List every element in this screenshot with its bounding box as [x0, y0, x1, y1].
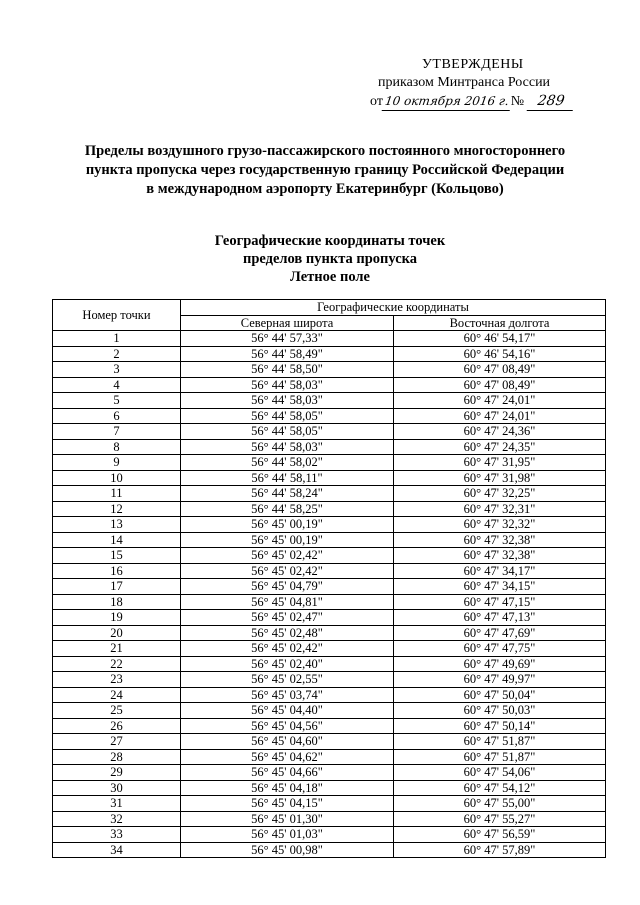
table-row: [53, 827, 606, 843]
table-row: [53, 424, 606, 440]
latitude-cell: 56° 44' 58,49": [181, 346, 394, 362]
longitude-cell: 60° 47' 32,38": [394, 548, 606, 564]
longitude-cell: 60° 47' 24,01": [394, 393, 606, 409]
table-row: [53, 408, 606, 424]
point-number-cell: 33: [53, 827, 181, 843]
longitude-cell: 60° 46' 54,17": [394, 331, 606, 347]
longitude-cell: 60° 47' 47,75": [394, 641, 606, 657]
point-number-cell: 2: [53, 346, 181, 362]
point-number-cell: 25: [53, 703, 181, 719]
point-number-cell: 20: [53, 625, 181, 641]
latitude-cell: 56° 45' 02,42": [181, 548, 394, 564]
header-point-number: Номер точки: [53, 300, 181, 331]
title-line-2: пункта пропуска через государственную границу Российской Федерации: [85, 162, 565, 178]
latitude-cell: 56° 45' 00,19": [181, 532, 394, 548]
table-row: [53, 641, 606, 657]
latitude-cell: 56° 45' 00,19": [181, 517, 394, 533]
table-row: [53, 532, 606, 548]
header-east-longitude: Восточная долгота: [394, 315, 606, 331]
table-body: [53, 331, 606, 858]
longitude-cell: 60° 47' 47,13": [394, 610, 606, 626]
point-number-cell: 13: [53, 517, 181, 533]
longitude-cell: 60° 47' 32,25": [394, 486, 606, 502]
longitude-cell: 60° 47' 24,35": [394, 439, 606, 455]
approval-order: приказом Минтранса России: [378, 75, 551, 90]
point-number-cell: 3: [53, 362, 181, 378]
latitude-cell: 56° 45' 01,30": [181, 811, 394, 827]
table-row: [53, 610, 606, 626]
section-title-line-3: Летное поле: [290, 269, 370, 285]
latitude-cell: 56° 45' 01,03": [181, 827, 394, 843]
table-row: [53, 749, 606, 765]
table-row: [53, 501, 606, 517]
longitude-cell: 60° 47' 49,97": [394, 672, 606, 688]
longitude-cell: 60° 47' 31,98": [394, 470, 606, 486]
longitude-cell: 60° 47' 50,04": [394, 687, 606, 703]
latitude-cell: 56° 44' 58,24": [181, 486, 394, 502]
latitude-cell: 56° 45' 04,18": [181, 780, 394, 796]
point-number-cell: 9: [53, 455, 181, 471]
table-row: [53, 780, 606, 796]
longitude-cell: 60° 47' 50,14": [394, 718, 606, 734]
latitude-cell: 56° 45' 02,55": [181, 672, 394, 688]
approval-title: УТВЕРЖДЕНЫ: [422, 57, 524, 72]
header-north-latitude: Северная широта: [181, 315, 394, 331]
table-row: [53, 765, 606, 781]
handwritten-date: 10 октября 2016 г.: [382, 92, 512, 111]
latitude-cell: 56° 45' 02,42": [181, 563, 394, 579]
latitude-cell: 56° 45' 02,42": [181, 641, 394, 657]
table-row: [53, 455, 606, 471]
point-number-cell: 31: [53, 796, 181, 812]
table-row: [53, 811, 606, 827]
point-number-cell: 14: [53, 532, 181, 548]
latitude-cell: 56° 45' 04,81": [181, 594, 394, 610]
table-row: [53, 796, 606, 812]
table-row: [53, 703, 606, 719]
date-prefix: от: [370, 94, 383, 109]
longitude-cell: 60° 47' 47,15": [394, 594, 606, 610]
point-number-cell: 29: [53, 765, 181, 781]
latitude-cell: 56° 44' 57,33": [181, 331, 394, 347]
latitude-cell: 56° 45' 00,98": [181, 842, 394, 858]
latitude-cell: 56° 44' 58,03": [181, 377, 394, 393]
table-row: [53, 625, 606, 641]
point-number-cell: 5: [53, 393, 181, 409]
point-number-cell: 4: [53, 377, 181, 393]
table-row: [53, 362, 606, 378]
longitude-cell: 60° 47' 55,00": [394, 796, 606, 812]
table-row: [53, 470, 606, 486]
table-row: [53, 517, 606, 533]
longitude-cell: 60° 47' 55,27": [394, 811, 606, 827]
table-row: [53, 331, 606, 347]
latitude-cell: 56° 45' 04,56": [181, 718, 394, 734]
point-number-cell: 15: [53, 548, 181, 564]
table-row: [53, 563, 606, 579]
point-number-cell: 34: [53, 842, 181, 858]
latitude-cell: 56° 45' 04,60": [181, 734, 394, 750]
table-row: [53, 486, 606, 502]
point-number-cell: 26: [53, 718, 181, 734]
section-title: [120, 232, 540, 286]
point-number-cell: 10: [53, 470, 181, 486]
point-number-cell: 23: [53, 672, 181, 688]
latitude-cell: 56° 45' 02,40": [181, 656, 394, 672]
longitude-cell: 60° 47' 54,12": [394, 780, 606, 796]
latitude-cell: 56° 44' 58,03": [181, 439, 394, 455]
longitude-cell: 60° 47' 34,15": [394, 579, 606, 595]
latitude-cell: 56° 44' 58,02": [181, 455, 394, 471]
latitude-cell: 56° 45' 04,62": [181, 749, 394, 765]
point-number-cell: 18: [53, 594, 181, 610]
table-row: [53, 842, 606, 858]
table-row: [53, 579, 606, 595]
longitude-cell: 60° 46' 54,16": [394, 346, 606, 362]
table-row: [53, 346, 606, 362]
longitude-cell: 60° 47' 49,69": [394, 656, 606, 672]
latitude-cell: 56° 45' 04,15": [181, 796, 394, 812]
point-number-cell: 21: [53, 641, 181, 657]
section-title-line-2: пределов пункта пропуска: [242, 251, 418, 267]
table-row: [53, 377, 606, 393]
point-number-cell: 7: [53, 424, 181, 440]
longitude-cell: 60° 47' 31,95": [394, 455, 606, 471]
point-number-cell: 11: [53, 486, 181, 502]
point-number-cell: 27: [53, 734, 181, 750]
latitude-cell: 56° 45' 04,40": [181, 703, 394, 719]
longitude-cell: 60° 47' 47,69": [394, 625, 606, 641]
table-row: [53, 594, 606, 610]
latitude-cell: 56° 44' 58,05": [181, 408, 394, 424]
latitude-cell: 56° 44' 58,03": [181, 393, 394, 409]
longitude-cell: 60° 47' 51,87": [394, 749, 606, 765]
latitude-cell: 56° 44' 58,05": [181, 424, 394, 440]
table-row: [53, 393, 606, 409]
longitude-cell: 60° 47' 54,06": [394, 765, 606, 781]
longitude-cell: 60° 47' 08,49": [394, 377, 606, 393]
table-row: [53, 734, 606, 750]
point-number-cell: 28: [53, 749, 181, 765]
header-geo-coordinates: Географические координаты: [181, 300, 606, 316]
latitude-cell: 56° 44' 58,11": [181, 470, 394, 486]
longitude-cell: 60° 47' 51,87": [394, 734, 606, 750]
point-number-cell: 24: [53, 687, 181, 703]
point-number-cell: 12: [53, 501, 181, 517]
point-number-cell: 17: [53, 579, 181, 595]
table-row: [53, 718, 606, 734]
latitude-cell: 56° 45' 02,47": [181, 610, 394, 626]
point-number-cell: 16: [53, 563, 181, 579]
handwritten-order-number: 289: [526, 92, 575, 111]
table-row: [53, 672, 606, 688]
longitude-cell: 60° 47' 34,17": [394, 563, 606, 579]
table-row: [53, 687, 606, 703]
latitude-cell: 56° 45' 04,79": [181, 579, 394, 595]
title-line-1: Пределы воздушного грузо-пассажирского постоянного многостороннего: [84, 143, 566, 159]
longitude-cell: 60° 47' 08,49": [394, 362, 606, 378]
longitude-cell: 60° 47' 57,89": [394, 842, 606, 858]
table-row: [53, 548, 606, 564]
point-number-cell: 22: [53, 656, 181, 672]
section-title-line-1: Географические координаты точек: [214, 233, 446, 249]
latitude-cell: 56° 44' 58,50": [181, 362, 394, 378]
latitude-cell: 56° 44' 58,25": [181, 501, 394, 517]
point-number-cell: 19: [53, 610, 181, 626]
longitude-cell: 60° 47' 56,59": [394, 827, 606, 843]
longitude-cell: 60° 47' 32,38": [394, 532, 606, 548]
latitude-cell: 56° 45' 04,66": [181, 765, 394, 781]
number-prefix: №: [510, 94, 525, 109]
point-number-cell: 6: [53, 408, 181, 424]
approval-block: [370, 56, 580, 111]
point-number-cell: 8: [53, 439, 181, 455]
longitude-cell: 60° 47' 24,36": [394, 424, 606, 440]
approval-date-line: [370, 92, 580, 111]
longitude-cell: 60° 47' 50,03": [394, 703, 606, 719]
latitude-cell: 56° 45' 03,74": [181, 687, 394, 703]
table-row: [53, 656, 606, 672]
longitude-cell: 60° 47' 24,01": [394, 408, 606, 424]
point-number-cell: 1: [53, 331, 181, 347]
point-number-cell: 30: [53, 780, 181, 796]
point-number-cell: 32: [53, 811, 181, 827]
coordinates-table: [52, 299, 606, 858]
title-line-3: в международном аэропорту Екатеринбург (Кольцово): [146, 181, 504, 197]
longitude-cell: 60° 47' 32,32": [394, 517, 606, 533]
longitude-cell: 60° 47' 32,31": [394, 501, 606, 517]
document-title: [40, 142, 610, 199]
table-row: [53, 439, 606, 455]
latitude-cell: 56° 45' 02,48": [181, 625, 394, 641]
